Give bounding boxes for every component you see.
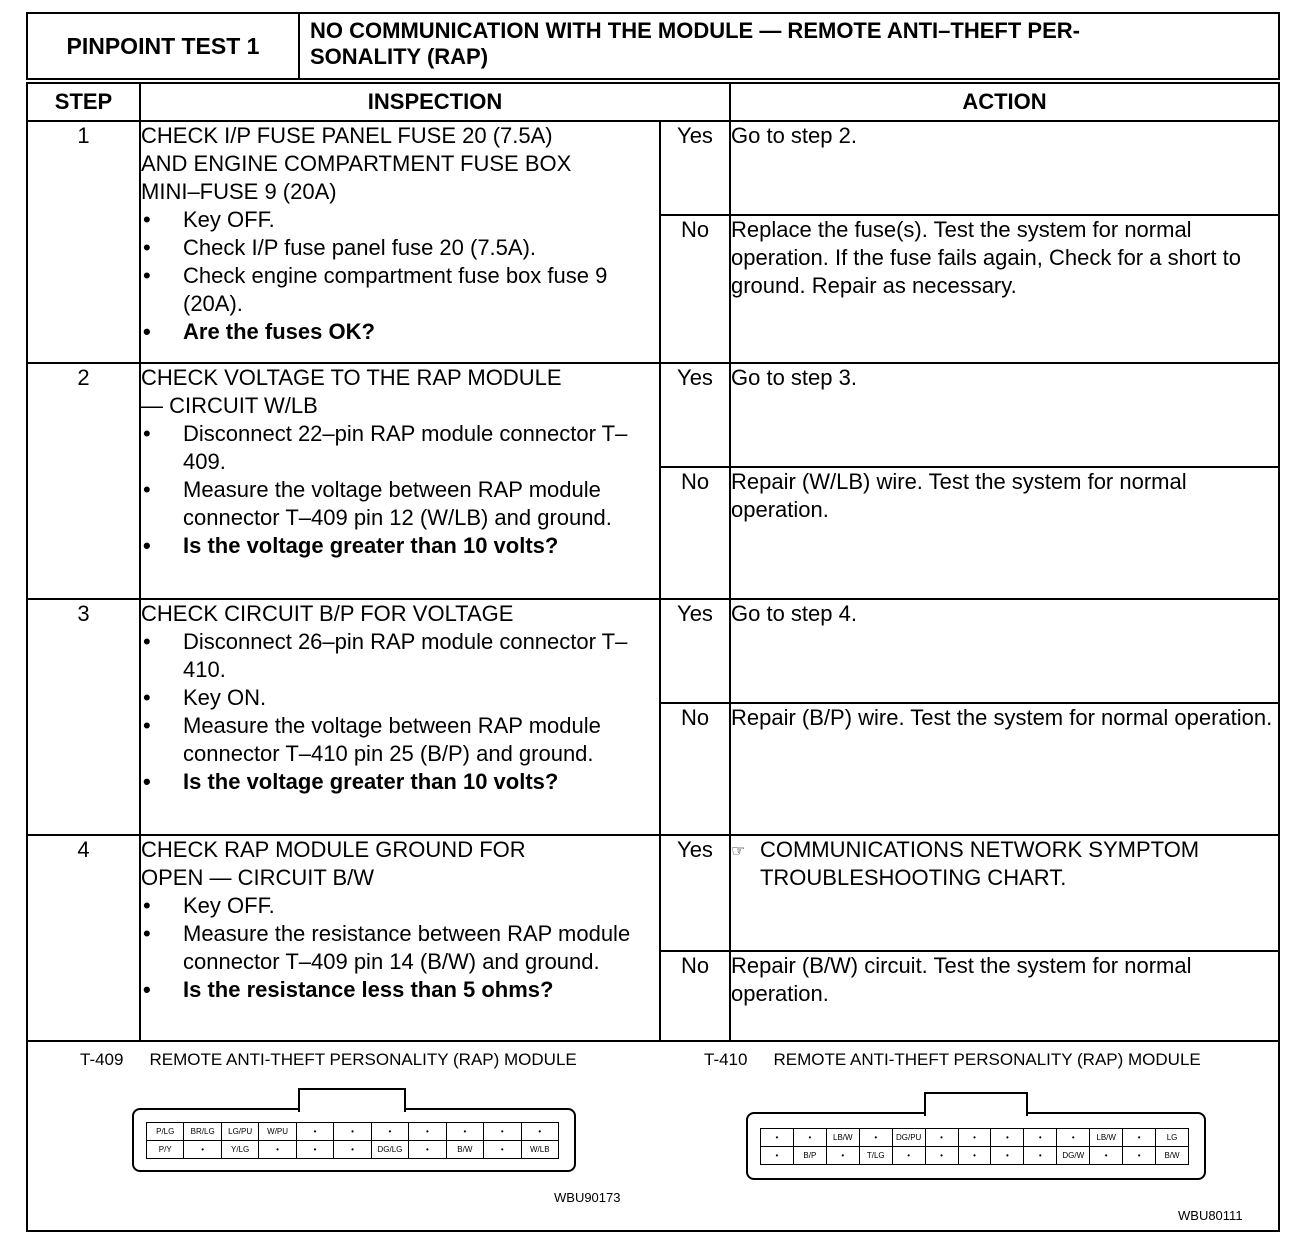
yes-label: Yes <box>660 121 730 215</box>
step-number: 2 <box>27 363 140 599</box>
no-label: No <box>660 467 730 599</box>
connector-pin: • <box>484 1141 521 1159</box>
step-row <box>27 121 1279 215</box>
inspection-heading: CHECK RAP MODULE GROUND FOR OPEN — CIRCUIT B/W <box>141 837 526 890</box>
yes-action-text: Go to step 2. <box>731 123 857 148</box>
test-label: PINPOINT TEST 1 <box>28 14 300 78</box>
figure-code-t409: WBU90173 <box>554 1190 621 1205</box>
no-action-text: Repair (B/W) circuit. Test the system for normal operation. <box>731 953 1192 1006</box>
connector-pin: • <box>297 1141 334 1159</box>
inspection-bullet: • Check engine compartment fuse box fuse 9 (20A). <box>141 262 659 318</box>
connector-pin: • <box>409 1123 446 1141</box>
column-header-row <box>27 83 1279 121</box>
connector-pin: • <box>1090 1147 1123 1165</box>
figure-code-t410: WBU80111 <box>1178 1208 1243 1223</box>
inspection-bullet: • Measure the voltage between RAP module connector T–409 pin 12 (W/LB) and ground. <box>141 476 659 532</box>
step-column-header: STEP <box>27 83 140 121</box>
inspection-heading: CHECK CIRCUIT B/P FOR VOLTAGE <box>141 601 514 626</box>
connector-pin: BR/LG <box>184 1123 221 1141</box>
title-row <box>26 12 1280 80</box>
yes-label: Yes <box>660 363 730 467</box>
pinpoint-table <box>26 82 1280 1042</box>
connector-pin: • <box>860 1129 893 1147</box>
yes-action-cell <box>730 363 1279 467</box>
connector-pin: • <box>761 1129 794 1147</box>
inspection-cell <box>140 121 660 363</box>
no-label: No <box>660 703 730 835</box>
inspection-question: • Is the voltage greater than 10 volts? <box>141 768 659 796</box>
connector-id: T-409 <box>80 1050 124 1069</box>
connector-pin: DG/PU <box>893 1129 926 1147</box>
connector-pin: • <box>297 1123 334 1141</box>
connector-name: REMOTE ANTI-THEFT PERSONALITY (RAP) MODULE <box>773 1050 1201 1069</box>
yes-label: Yes <box>660 835 730 951</box>
inspection-bullets <box>141 206 659 346</box>
step-number: 1 <box>27 121 140 363</box>
test-title: NO COMMUNICATION WITH THE MODULE — REMOTE ANTI–THEFT PER- SONALITY (RAP) <box>310 18 1080 69</box>
inspection-bullet: • Key OFF. <box>141 206 659 234</box>
connector-pin: LB/W <box>827 1129 860 1147</box>
inspection-column-header: INSPECTION <box>140 83 730 121</box>
inspection-bullets <box>141 420 659 560</box>
connector-t410-tab <box>924 1092 1028 1116</box>
connector-pin: • <box>1024 1129 1057 1147</box>
inspection-cell <box>140 599 660 835</box>
connector-pin: W/PU <box>259 1123 296 1141</box>
connector-pin: • <box>959 1147 992 1165</box>
connector-t409-pins <box>146 1122 559 1159</box>
connector-pin: • <box>959 1129 992 1147</box>
connector-pin: • <box>991 1147 1024 1165</box>
connector-pin: LG/PU <box>222 1123 259 1141</box>
connector-pin: DG/W <box>1057 1147 1090 1165</box>
inspection-bullets <box>141 892 659 1004</box>
connector-id: T-410 <box>704 1050 748 1069</box>
connector-caption-t410 <box>704 1050 1201 1070</box>
connector-diagrams <box>26 1042 1280 1232</box>
connector-t410-pins <box>760 1128 1189 1165</box>
inspection-bullet: • Disconnect 26–pin RAP module connector T–410. <box>141 628 659 684</box>
step-row <box>27 599 1279 703</box>
no-action-cell <box>730 951 1279 1041</box>
step-row <box>27 363 1279 467</box>
inspection-bullet: • Disconnect 22–pin RAP module connector T–409. <box>141 420 659 476</box>
no-action-cell <box>730 467 1279 599</box>
connector-pin: • <box>184 1141 221 1159</box>
yes-action-cell <box>730 835 1279 951</box>
connector-pin: B/P <box>794 1147 827 1165</box>
inspection-heading: CHECK VOLTAGE TO THE RAP MODULE — CIRCUIT W/LB <box>141 365 562 418</box>
connector-pin: • <box>1123 1129 1156 1147</box>
connector-pin: • <box>372 1123 409 1141</box>
action-column-header: ACTION <box>730 83 1279 121</box>
connector-pin: • <box>991 1129 1024 1147</box>
inspection-cell <box>140 835 660 1041</box>
connector-pin: B/W <box>447 1141 484 1159</box>
pointing-hand-icon: ☞ <box>731 843 746 860</box>
step-row <box>27 835 1279 951</box>
inspection-bullet: • Measure the resistance between RAP module connector T–409 pin 14 (B/W) and ground. <box>141 920 659 976</box>
yes-label: Yes <box>660 599 730 703</box>
connector-pin: • <box>926 1147 959 1165</box>
connector-pin: DG/LG <box>372 1141 409 1159</box>
inspection-bullet: • Key OFF. <box>141 892 659 920</box>
step-number: 4 <box>27 835 140 1041</box>
inspection-question: • Are the fuses OK? <box>141 318 659 346</box>
connector-pin: LG <box>1156 1129 1189 1147</box>
pinpoint-test-sheet <box>26 12 1280 1232</box>
connector-pin: • <box>1123 1147 1156 1165</box>
no-action-text: Replace the fuse(s). Test the system for normal operation. If the fuse fails again, Check for a short to ground. Repair as necessary. <box>731 217 1241 298</box>
connector-pin: • <box>447 1123 484 1141</box>
inspection-question: • Is the resistance less than 5 ohms? <box>141 976 659 1004</box>
inspection-bullet: • Check I/P fuse panel fuse 20 (7.5A). <box>141 234 659 262</box>
no-label: No <box>660 215 730 363</box>
yes-reference <box>731 836 1278 892</box>
no-action-text: Repair (W/LB) wire. Test the system for normal operation. <box>731 469 1187 522</box>
connector-pin: • <box>334 1141 371 1159</box>
inspection-bullet: • Key ON. <box>141 684 659 712</box>
connector-pin: P/Y <box>147 1141 184 1159</box>
inspection-heading: CHECK I/P FUSE PANEL FUSE 20 (7.5A) AND ENGINE COMPARTMENT FUSE BOX MINI–FUSE 9 (20A) <box>141 123 572 204</box>
step-number: 3 <box>27 599 140 835</box>
inspection-cell <box>140 363 660 599</box>
connector-pin: • <box>259 1141 296 1159</box>
inspection-question: • Is the voltage greater than 10 volts? <box>141 532 659 560</box>
no-label: No <box>660 951 730 1041</box>
connector-pin: • <box>893 1147 926 1165</box>
connector-pin: Y/LG <box>222 1141 259 1159</box>
connector-name: REMOTE ANTI-THEFT PERSONALITY (RAP) MODULE <box>149 1050 577 1069</box>
connector-pin: • <box>827 1147 860 1165</box>
yes-action-cell <box>730 599 1279 703</box>
connector-pin: • <box>484 1123 521 1141</box>
connector-pin: • <box>409 1141 446 1159</box>
connector-pin: LB/W <box>1090 1129 1123 1147</box>
inspection-bullet: • Measure the voltage between RAP module connector T–410 pin 25 (B/P) and ground. <box>141 712 659 768</box>
connector-pin: B/W <box>1156 1147 1189 1165</box>
connector-pin: • <box>761 1147 794 1165</box>
yes-action-text: Go to step 4. <box>731 601 857 626</box>
connector-pin: • <box>1024 1147 1057 1165</box>
yes-action-text: Go to step 3. <box>731 365 857 390</box>
connector-pin: • <box>334 1123 371 1141</box>
connector-pin: • <box>926 1129 959 1147</box>
connector-caption-t409 <box>80 1050 577 1070</box>
connector-pin: P/LG <box>147 1123 184 1141</box>
connector-pin: • <box>522 1123 559 1141</box>
yes-action-cell <box>730 121 1279 215</box>
connector-pin: • <box>1057 1129 1090 1147</box>
no-action-cell <box>730 215 1279 363</box>
yes-action-text: COMMUNICATIONS NETWORK SYMPTOM TROUBLESHOOTING CHART. <box>759 837 1200 890</box>
connector-pin: W/LB <box>522 1141 559 1159</box>
inspection-bullets <box>141 628 659 796</box>
connector-t409-tab <box>298 1088 406 1112</box>
no-action-text: Repair (B/P) wire. Test the system for normal operation. <box>731 705 1273 730</box>
connector-pin: T/LG <box>860 1147 893 1165</box>
no-action-cell <box>730 703 1279 835</box>
connector-pin: • <box>794 1129 827 1147</box>
